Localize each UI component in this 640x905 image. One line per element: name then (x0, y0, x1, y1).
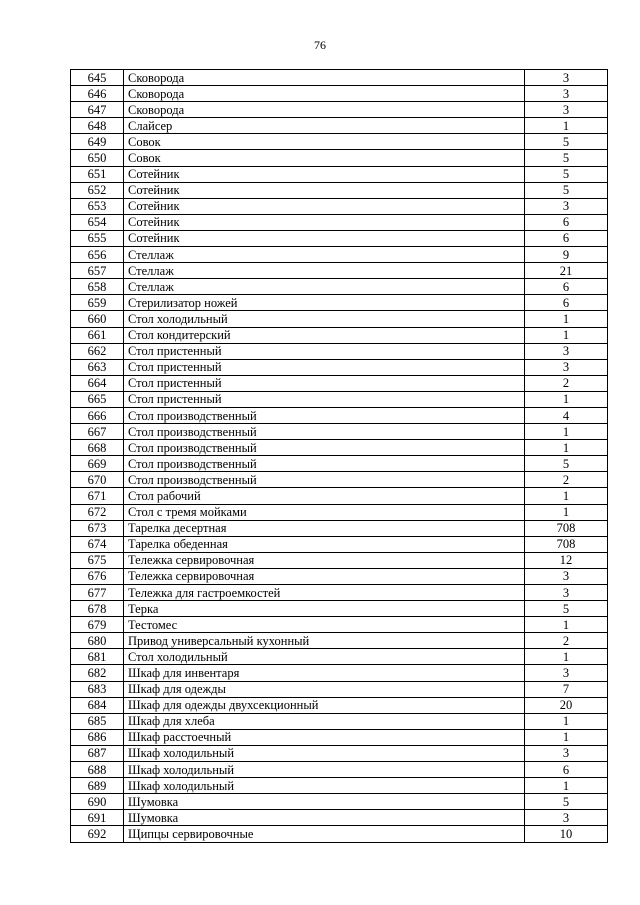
table-row (71, 745, 608, 761)
item-name-cell: Шкаф расстоечный (124, 729, 525, 745)
table-row (71, 86, 608, 102)
table-row (71, 166, 608, 182)
item-name-cell: Шкаф для одежды двухсекционный (124, 697, 525, 713)
item-name-cell: Шкаф холодильный (124, 778, 525, 794)
item-name-cell: Стол с тремя мойками (124, 504, 525, 520)
row-number-cell: 663 (71, 359, 124, 375)
quantity-cell: 3 (525, 359, 608, 375)
row-number-cell: 692 (71, 826, 124, 842)
table-row (71, 649, 608, 665)
row-number-cell: 669 (71, 456, 124, 472)
table-row (71, 391, 608, 407)
table-row (71, 585, 608, 601)
row-number-cell: 690 (71, 794, 124, 810)
table-row (71, 778, 608, 794)
row-number-cell: 648 (71, 118, 124, 134)
row-number-cell: 689 (71, 778, 124, 794)
quantity-cell: 5 (525, 134, 608, 150)
quantity-cell: 1 (525, 488, 608, 504)
table-row (71, 601, 608, 617)
table-row (71, 118, 608, 134)
table-row (71, 407, 608, 423)
quantity-cell: 1 (525, 311, 608, 327)
row-number-cell: 668 (71, 440, 124, 456)
inventory-table-body (71, 70, 608, 843)
table-row (71, 295, 608, 311)
quantity-cell: 20 (525, 697, 608, 713)
item-name-cell: Стол холодильный (124, 311, 525, 327)
quantity-cell: 2 (525, 633, 608, 649)
quantity-cell: 2 (525, 375, 608, 391)
row-number-cell: 649 (71, 134, 124, 150)
row-number-cell: 687 (71, 745, 124, 761)
item-name-cell: Стол производственный (124, 424, 525, 440)
row-number-cell: 659 (71, 295, 124, 311)
quantity-cell: 12 (525, 552, 608, 568)
quantity-cell: 3 (525, 102, 608, 118)
quantity-cell: 9 (525, 247, 608, 263)
item-name-cell: Щипцы сервировочные (124, 826, 525, 842)
quantity-cell: 3 (525, 745, 608, 761)
quantity-cell: 5 (525, 794, 608, 810)
item-name-cell: Привод универсальный кухонный (124, 633, 525, 649)
item-name-cell: Совок (124, 150, 525, 166)
quantity-cell: 6 (525, 762, 608, 778)
table-row (71, 713, 608, 729)
item-name-cell: Шкаф для инвентаря (124, 665, 525, 681)
item-name-cell: Шкаф для одежды (124, 681, 525, 697)
row-number-cell: 647 (71, 102, 124, 118)
table-row (71, 617, 608, 633)
item-name-cell: Сковорода (124, 70, 525, 86)
quantity-cell: 1 (525, 713, 608, 729)
row-number-cell: 678 (71, 601, 124, 617)
table-row (71, 794, 608, 810)
table-row (71, 214, 608, 230)
item-name-cell: Сотейник (124, 198, 525, 214)
row-number-cell: 660 (71, 311, 124, 327)
quantity-cell: 4 (525, 407, 608, 423)
quantity-cell: 3 (525, 568, 608, 584)
quantity-cell: 708 (525, 520, 608, 536)
quantity-cell: 1 (525, 424, 608, 440)
row-number-cell: 665 (71, 391, 124, 407)
table-row (71, 198, 608, 214)
item-name-cell: Совок (124, 134, 525, 150)
quantity-cell: 6 (525, 230, 608, 246)
table-row (71, 762, 608, 778)
table-row (71, 440, 608, 456)
row-number-cell: 651 (71, 166, 124, 182)
row-number-cell: 679 (71, 617, 124, 633)
quantity-cell: 3 (525, 585, 608, 601)
item-name-cell: Сотейник (124, 182, 525, 198)
item-name-cell: Стеллаж (124, 279, 525, 295)
quantity-cell: 3 (525, 86, 608, 102)
quantity-cell: 3 (525, 810, 608, 826)
item-name-cell: Стерилизатор ножей (124, 295, 525, 311)
row-number-cell: 658 (71, 279, 124, 295)
table-row (71, 279, 608, 295)
item-name-cell: Стол производственный (124, 456, 525, 472)
table-row (71, 343, 608, 359)
table-row (71, 729, 608, 745)
table-row (71, 70, 608, 86)
table-row (71, 150, 608, 166)
item-name-cell: Тестомес (124, 617, 525, 633)
row-number-cell: 673 (71, 520, 124, 536)
quantity-cell: 6 (525, 279, 608, 295)
row-number-cell: 681 (71, 649, 124, 665)
item-name-cell: Шумовка (124, 810, 525, 826)
row-number-cell: 652 (71, 182, 124, 198)
item-name-cell: Тарелка обеденная (124, 536, 525, 552)
item-name-cell: Стол пристенный (124, 343, 525, 359)
quantity-cell: 3 (525, 343, 608, 359)
item-name-cell: Стеллаж (124, 263, 525, 279)
quantity-cell: 7 (525, 681, 608, 697)
table-row (71, 504, 608, 520)
table-row (71, 311, 608, 327)
row-number-cell: 645 (71, 70, 124, 86)
table-row (71, 681, 608, 697)
page-number: 76 (314, 38, 326, 52)
row-number-cell: 662 (71, 343, 124, 359)
item-name-cell: Шкаф холодильный (124, 762, 525, 778)
quantity-cell: 1 (525, 327, 608, 343)
table-row (71, 456, 608, 472)
quantity-cell: 1 (525, 504, 608, 520)
item-name-cell: Слайсер (124, 118, 525, 134)
quantity-cell: 5 (525, 150, 608, 166)
item-name-cell: Стол пристенный (124, 391, 525, 407)
row-number-cell: 653 (71, 198, 124, 214)
row-number-cell: 672 (71, 504, 124, 520)
item-name-cell: Шумовка (124, 794, 525, 810)
row-number-cell: 656 (71, 247, 124, 263)
item-name-cell: Тарелка десертная (124, 520, 525, 536)
item-name-cell: Стол рабочий (124, 488, 525, 504)
item-name-cell: Стол производственный (124, 472, 525, 488)
item-name-cell: Тележка сервировочная (124, 552, 525, 568)
table-row (71, 375, 608, 391)
table-row (71, 536, 608, 552)
row-number-cell: 670 (71, 472, 124, 488)
quantity-cell: 21 (525, 263, 608, 279)
table-row (71, 472, 608, 488)
table-row (71, 665, 608, 681)
item-name-cell: Стол производственный (124, 407, 525, 423)
table-row (71, 826, 608, 842)
quantity-cell: 1 (525, 649, 608, 665)
row-number-cell: 676 (71, 568, 124, 584)
item-name-cell: Сотейник (124, 214, 525, 230)
item-name-cell: Терка (124, 601, 525, 617)
item-name-cell: Сковорода (124, 86, 525, 102)
item-name-cell: Сковорода (124, 102, 525, 118)
quantity-cell: 5 (525, 601, 608, 617)
row-number-cell: 685 (71, 713, 124, 729)
row-number-cell: 682 (71, 665, 124, 681)
item-name-cell: Стеллаж (124, 247, 525, 263)
item-name-cell: Стол пристенный (124, 375, 525, 391)
table-row (71, 359, 608, 375)
table-row (71, 134, 608, 150)
row-number-cell: 671 (71, 488, 124, 504)
row-number-cell: 657 (71, 263, 124, 279)
quantity-cell: 1 (525, 778, 608, 794)
table-row (71, 263, 608, 279)
quantity-cell: 3 (525, 70, 608, 86)
table-row (71, 327, 608, 343)
row-number-cell: 691 (71, 810, 124, 826)
table-row (71, 230, 608, 246)
quantity-cell: 6 (525, 295, 608, 311)
item-name-cell: Сотейник (124, 166, 525, 182)
table-row (71, 488, 608, 504)
row-number-cell: 680 (71, 633, 124, 649)
item-name-cell: Стол производственный (124, 440, 525, 456)
row-number-cell: 675 (71, 552, 124, 568)
item-name-cell: Стол холодильный (124, 649, 525, 665)
row-number-cell: 650 (71, 150, 124, 166)
row-number-cell: 654 (71, 214, 124, 230)
row-number-cell: 664 (71, 375, 124, 391)
quantity-cell: 3 (525, 665, 608, 681)
quantity-cell: 1 (525, 729, 608, 745)
item-name-cell: Шкаф холодильный (124, 745, 525, 761)
item-name-cell: Шкаф для хлеба (124, 713, 525, 729)
table-row (71, 424, 608, 440)
quantity-cell: 1 (525, 391, 608, 407)
row-number-cell: 661 (71, 327, 124, 343)
item-name-cell: Сотейник (124, 230, 525, 246)
row-number-cell: 684 (71, 697, 124, 713)
inventory-table (70, 69, 608, 843)
table-row (71, 633, 608, 649)
table-row (71, 810, 608, 826)
row-number-cell: 686 (71, 729, 124, 745)
quantity-cell: 2 (525, 472, 608, 488)
quantity-cell: 6 (525, 214, 608, 230)
row-number-cell: 688 (71, 762, 124, 778)
row-number-cell: 674 (71, 536, 124, 552)
table-row (71, 247, 608, 263)
quantity-cell: 5 (525, 166, 608, 182)
quantity-cell: 1 (525, 440, 608, 456)
quantity-cell: 5 (525, 456, 608, 472)
quantity-cell: 708 (525, 536, 608, 552)
table-row (71, 697, 608, 713)
row-number-cell: 677 (71, 585, 124, 601)
table-row (71, 568, 608, 584)
table-row (71, 102, 608, 118)
row-number-cell: 683 (71, 681, 124, 697)
quantity-cell: 3 (525, 198, 608, 214)
item-name-cell: Тележка сервировочная (124, 568, 525, 584)
quantity-cell: 1 (525, 617, 608, 633)
row-number-cell: 667 (71, 424, 124, 440)
quantity-cell: 10 (525, 826, 608, 842)
item-name-cell: Стол кондитерский (124, 327, 525, 343)
item-name-cell: Стол пристенный (124, 359, 525, 375)
table-row (71, 552, 608, 568)
row-number-cell: 655 (71, 230, 124, 246)
table-row (71, 520, 608, 536)
table-row (71, 182, 608, 198)
quantity-cell: 5 (525, 182, 608, 198)
row-number-cell: 646 (71, 86, 124, 102)
row-number-cell: 666 (71, 407, 124, 423)
quantity-cell: 1 (525, 118, 608, 134)
item-name-cell: Тележка для гастроемкостей (124, 585, 525, 601)
